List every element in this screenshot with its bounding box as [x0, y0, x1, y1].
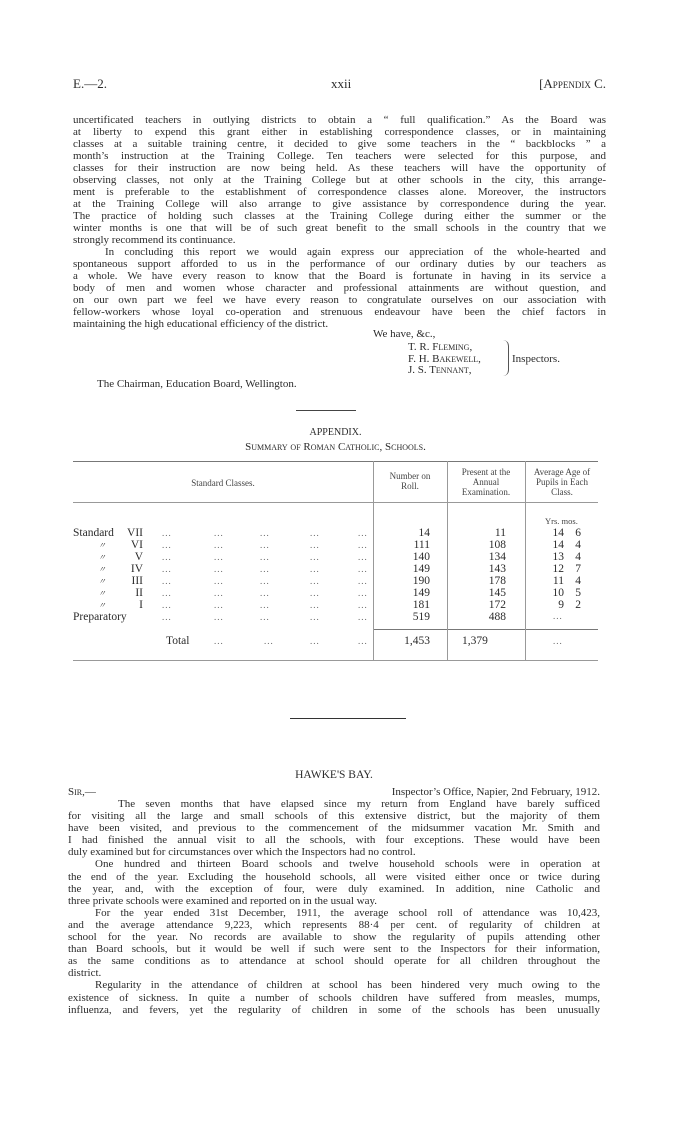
number-on-roll: 149: [412, 563, 430, 575]
ditto-mark: 〃: [98, 601, 106, 610]
column-header-roll: Number on Roll.: [389, 471, 431, 491]
leader-dots: ...: [310, 564, 320, 574]
present-at-examination: 172: [488, 599, 506, 611]
signatory-name: J. S. Tennant,: [408, 364, 472, 376]
leader-dots: ...: [310, 636, 320, 646]
page-number: xxii: [331, 76, 352, 91]
average-age-months: 2: [575, 599, 581, 611]
class-numeral: II: [135, 587, 143, 599]
text-line: Regularity in the attendance of children at school has been hindered very much owing to the: [95, 979, 600, 992]
average-age-months: 7: [575, 563, 581, 575]
text-line: fellow-workers whose loyal co-operation and strenuous endeavour have been the chief factors in: [73, 306, 606, 318]
leader-dots: ...: [260, 552, 270, 562]
average-age-years: 13: [552, 551, 564, 563]
text-line: body of men and women whose character and professional attainments are without question, and: [73, 282, 606, 294]
text-line: classes for their instruction are now being held. As these teachers will have the opportunity of: [73, 162, 606, 174]
number-on-roll: 519: [412, 611, 430, 623]
leader-dots: ...: [162, 528, 172, 538]
report-conclusion-text: [73, 114, 606, 330]
leader-dots: ...: [162, 588, 172, 598]
section-divider: [290, 718, 406, 719]
present-at-examination: 178: [488, 575, 506, 587]
text-line: at liberty to expend this grant either in establishing correspondence classes, or in maintaining: [73, 126, 606, 138]
text-line: district.: [68, 967, 102, 980]
leader-dots: ...: [260, 588, 270, 598]
class-numeral: V: [134, 551, 143, 563]
column-header-classes: Standard Classes.: [191, 478, 255, 488]
class-label: Preparatory: [73, 611, 127, 623]
table-header-rule: [73, 502, 598, 503]
leader-dots: ...: [358, 564, 368, 574]
text-line: a whole. We have every reason to know that the Board is fortunate in having in its service a: [73, 270, 606, 282]
appendix-title: Summary of Roman Catholic, Schools.: [245, 441, 426, 453]
text-line: One hundred and thirteen Board schools and twelve household schools were in operation at: [95, 858, 600, 871]
leader-dots: ...: [358, 612, 368, 622]
signatory-name: F. H. Bakewell,: [408, 353, 481, 365]
average-age-years: 14: [552, 539, 564, 551]
leader-dots: ...: [162, 564, 172, 574]
total-average-age: ...: [553, 636, 563, 646]
leader-dots: ...: [310, 552, 320, 562]
leader-dots: ...: [264, 636, 274, 646]
leader-dots: ...: [214, 528, 224, 538]
average-age: ...: [553, 611, 563, 621]
leader-dots: ...: [358, 528, 368, 538]
text-line: existence of sickness. In quite a number of schools children have suffered from measles, mumps,: [68, 991, 600, 1004]
number-on-roll: 149: [412, 587, 430, 599]
text-line: on our own part we feel we have every reason to congratulate ourselves on our association with: [73, 294, 606, 306]
signatory-brace: [503, 340, 509, 376]
appendix-heading: APPENDIX.: [309, 427, 362, 438]
leader-dots: ...: [214, 600, 224, 610]
average-age-years: 9: [558, 599, 564, 611]
number-on-roll: 111: [413, 539, 430, 551]
leader-dots: ...: [358, 600, 368, 610]
text-line: The seven months that have elapsed since my return from England have barely sufficed: [118, 798, 600, 810]
dateline: Inspector’s Office, Napier, 2nd February, 1912.: [391, 786, 600, 798]
leader-dots: ...: [214, 636, 224, 646]
leader-dots: ...: [214, 564, 224, 574]
table-total-rule: [373, 629, 598, 630]
present-at-examination: 488: [488, 611, 506, 623]
total-label: Total: [166, 635, 190, 647]
class-numeral: VI: [130, 539, 143, 551]
leader-dots: ...: [162, 552, 172, 562]
column-divider: [447, 461, 448, 660]
ditto-mark: 〃: [98, 565, 106, 574]
text-line: maintaining the high educational efficiency of the district.: [73, 318, 329, 330]
table-bottom-rule: [73, 660, 598, 661]
text-line: month’s instruction at the Training College. Ten teachers were selected for this purpose, and: [73, 150, 606, 162]
leader-dots: ...: [260, 564, 270, 574]
leader-dots: ...: [358, 552, 368, 562]
hawkes-bay-report-text: [68, 798, 600, 1016]
present-at-examination: 145: [488, 587, 506, 599]
text-line: The practice of holding such classes at the Training College during either the summer or the: [73, 210, 606, 222]
text-line: For the year ended 31st December, 1911, the average school roll of attendance was 10,423,: [95, 906, 600, 919]
ditto-mark: 〃: [98, 577, 106, 586]
class-numeral: VII: [127, 527, 143, 539]
text-line: winter months is one that will be of such great benefit to the small schools in the country that we: [73, 222, 606, 234]
leader-dots: ...: [162, 540, 172, 550]
average-age-years: 14: [552, 527, 564, 539]
text-line: influenza, and fevers, yet the regularity of children in some of the schools has been unusually: [68, 1003, 600, 1016]
leader-dots: ...: [162, 576, 172, 586]
number-on-roll: 190: [412, 575, 430, 587]
text-line: classes at a suitable training centre, it decided to give some teachers in the “ backblocks ” a: [73, 138, 606, 150]
leader-dots: ...: [162, 600, 172, 610]
text-line: ment is preferable to the establishment of correspondence classes alone. Moreover, the instructors: [73, 186, 606, 198]
text-line: and the average attendance 9,223, which represents 88·4 per cent. of regularity of children at: [68, 918, 600, 931]
leader-dots: ...: [310, 540, 320, 550]
text-line: In concluding this report we would again express our appreciation of the whole-hearted and: [105, 246, 606, 258]
age-units: Yrs. mos.: [545, 516, 578, 526]
total-present: 1,379: [462, 635, 488, 647]
section-reference: [Appendix C.: [539, 76, 606, 91]
present-at-examination: 11: [494, 527, 506, 539]
signatory-title: Inspectors.: [512, 353, 560, 365]
column-header-present: Present at the Annual Examination.: [461, 467, 511, 497]
leader-dots: ...: [358, 636, 368, 646]
leader-dots: ...: [214, 540, 224, 550]
text-line: school for the year. No records are available to show the regularity of pupils attending other: [68, 931, 600, 944]
average-age-months: 4: [575, 551, 581, 563]
text-line: at the Training College will also arrange to give assistance by correspondence during the year.: [73, 198, 606, 210]
leader-dots: ...: [358, 540, 368, 550]
class-numeral: IV: [130, 563, 143, 575]
text-line: observing classes, not only at the Training College but at other schools in the city, this arrange-: [73, 174, 606, 186]
leader-dots: ...: [310, 576, 320, 586]
leader-dots: ...: [260, 612, 270, 622]
average-age-months: 5: [575, 587, 581, 599]
text-line: for visiting all the large and small schools of this extensive district, but the majority of them: [68, 810, 600, 823]
text-line: than Board schools, but it would be well if such were sent to the Inspectors for their information,: [68, 943, 600, 956]
text-line: uncertificated teachers in outlying districts to obtain a “ full qualification.” As the Board was: [73, 114, 606, 126]
class-numeral: I: [139, 599, 143, 611]
leader-dots: ...: [260, 540, 270, 550]
table-top-rule: [73, 461, 598, 462]
text-line: three private schools were examined and reported on in the usual way.: [68, 894, 378, 907]
ditto-mark: 〃: [98, 553, 106, 562]
text-line: the year, and, with the exception of four, were duly examined. In addition, nine Catholic and: [68, 882, 600, 895]
text-line: duly examined but for circumstances over which the Inspectors had no control.: [68, 846, 416, 859]
present-at-examination: 134: [488, 551, 506, 563]
page-reference: E.—2.: [73, 76, 107, 91]
class-label: Standard: [73, 527, 114, 539]
text-line: spontaneous support afforded to us in the performance of our ordinary duties by our teachers as: [73, 258, 606, 270]
leader-dots: ...: [310, 600, 320, 610]
leader-dots: ...: [310, 612, 320, 622]
closing: We have, &c.,: [373, 328, 436, 340]
leader-dots: ...: [214, 588, 224, 598]
text-line: the end of the year. Excluding the household schools, all were visited either once or twice during: [68, 870, 600, 883]
leader-dots: ...: [214, 576, 224, 586]
column-divider: [373, 461, 374, 660]
column-header-average-age: Average Age of Pupils in Each Class.: [533, 467, 591, 497]
text-line: I had finished the annual visit to all the schools, with four exceptions. These would have been: [68, 834, 600, 847]
total-number-on-roll: 1,453: [404, 635, 430, 647]
leader-dots: ...: [310, 528, 320, 538]
section-divider: [296, 410, 356, 411]
average-age-months: 4: [575, 575, 581, 587]
class-numeral: III: [131, 575, 143, 587]
leader-dots: ...: [260, 576, 270, 586]
section-heading: HAWKE'S BAY.: [295, 769, 373, 781]
number-on-roll: 14: [418, 527, 430, 539]
average-age-years: 10: [552, 587, 564, 599]
leader-dots: ...: [260, 600, 270, 610]
leader-dots: ...: [358, 576, 368, 586]
average-age-years: 12: [552, 563, 564, 575]
salutation: Sir,—: [68, 786, 96, 798]
text-line: strongly recommend its continuance.: [73, 234, 236, 246]
leader-dots: ...: [162, 612, 172, 622]
text-line: have been visited, and previous to the commencement of the midsummer vacation Mr. Smith and: [68, 822, 600, 835]
number-on-roll: 181: [412, 599, 430, 611]
ditto-mark: 〃: [98, 589, 106, 598]
text-line: as the same conditions as to attendance at school should operate for all children throughout the: [68, 955, 600, 968]
leader-dots: ...: [214, 552, 224, 562]
leader-dots: ...: [358, 588, 368, 598]
average-age-months: 4: [575, 539, 581, 551]
signatory-name: T. R. Fleming,: [408, 341, 473, 353]
average-age-months: 6: [575, 527, 581, 539]
leader-dots: ...: [260, 528, 270, 538]
leader-dots: ...: [214, 612, 224, 622]
average-age-years: 11: [552, 575, 564, 587]
ditto-mark: 〃: [98, 541, 106, 550]
present-at-examination: 108: [488, 539, 506, 551]
column-divider: [525, 461, 526, 660]
number-on-roll: 140: [412, 551, 430, 563]
addressee: The Chairman, Education Board, Wellington.: [97, 378, 297, 390]
present-at-examination: 143: [488, 563, 506, 575]
leader-dots: ...: [310, 588, 320, 598]
